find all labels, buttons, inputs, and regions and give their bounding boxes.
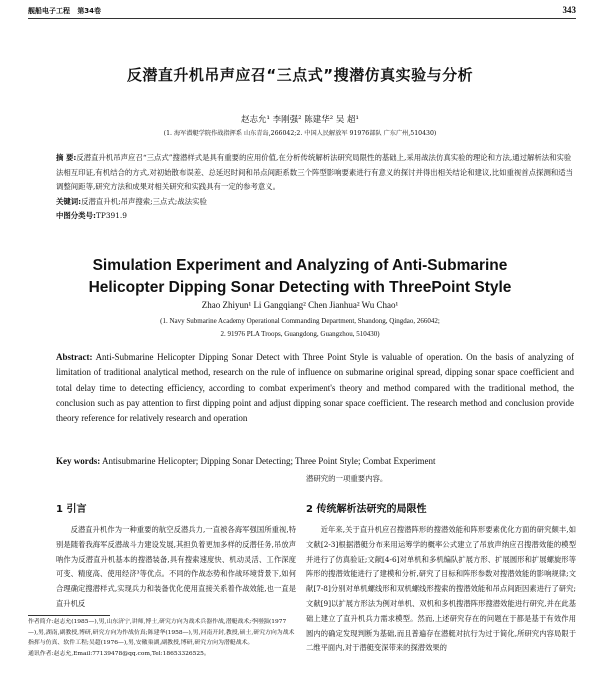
chinese-keywords-text: 反潜直升机;吊声搜索;三点式;战法实验 (81, 196, 207, 206)
chinese-title: 反潜直升机吊声应召“三点式”搜潜仿真实验与分析 (126, 66, 474, 84)
english-authors: Zhao Zhiyun¹ Li Gangqiang² Chen Jianhua² Wu Chao¹ (201, 300, 399, 310)
header-rule (28, 18, 576, 19)
section-1-heading: 1 引言 (56, 504, 87, 515)
section-2-body: 近年来,关于直升机应召搜潜阵形的搜潜效能和阵形要素优化方面的研究颇丰,如文献[2-3]根据潜艇分布来用运筹学的概率公式建立了吊放声纳应召搜潜效能的模型并进行了仿真验证;文献[4-6]对单机和多机编队扩展方形、扩展圆形和扩展螺旋形等阵形的搜潜效能进行了建模和分析,研究了目标和阵形参数对搜潜效能的影响规律;文献[7-8]分别对单机螺线形和双机螺线形搜索的搜潜效能和吊点间距因素进行了研究;文献[9]以扩展方形法为例对单机、双机和多机搜潜阵形搜潜效能进行研究,并在此基础上建立了直升机兵力需求模型。然而,上述研究存在的问题在于都是基于有效作用圆内的确定发现判断为基础,而且普遍存在潜艇对抗行为过于简化,所研究内容局限于二维平面内,对于潜艇变深带来的探潜效果的 (306, 525, 576, 653)
chinese-abstract (56, 151, 576, 195)
english-title-line2: Helicopter Dipping Sonar Detecting with ThreePoint Style (88, 279, 512, 296)
page-number: 343 (562, 5, 576, 15)
english-abstract (56, 350, 574, 426)
chinese-affiliation: (1. 海军潜艇学院作战指挥系 山东青岛,266042;2. 中国人民解放军 91976部队 广东广州,510430) (163, 130, 437, 137)
journal-name: 舰船电子工程 (28, 7, 70, 15)
section-1-body: 反潜直升机作为一种重要的航空反潜兵力,一直被各海军强国所重视,特别是随着我海军反潜战斗力建设发展,其担负着更加多样的反潜任务,吊放声呐作为反潜直升机基本的搜潜装备,具有搜索速度快、机动灵活、工作深度可变、精度高、使用经济³等优点。不同的作战态势和作战环境背景下,如何合理确定搜潜样式,实现兵力和装备优化使用直接关系着作战效能,也一直是直升机反 (56, 525, 296, 608)
chinese-clc-label: 中图分类号: (56, 211, 96, 221)
chinese-abstract-block (56, 151, 576, 224)
section-2-heading: 2 传统解析法研究的局限性 (306, 504, 427, 515)
chinese-authors: 赵志允¹ 李刚强² 陈建华² 吴 超¹ (241, 115, 359, 125)
english-keywords (56, 456, 586, 466)
chinese-clc (56, 209, 576, 224)
english-affiliation-line1: (1. Navy Submarine Academy Operational Commanding Department, Shandong, Qingdao, 266042; (160, 317, 440, 325)
english-keywords-text: Antisubmarine Helicopter; Dipping Sonar Detecting; Three Point Style; Combat Experiment (102, 456, 436, 466)
english-abstract-text: Anti-Submarine Helicopter Dipping Sonar Detect with Three Point Style is valuable of operation. On the basis of analyzing of limitation of traditional analytical method, research on the rule of influence on submarine original spread, dipping sonar space coefficient and total delay time to detecting efficiency, according to combat experiment's theory and method compared with the traditional method, the conclusion such as pay attention to first dipping point and adjust dipping sonar space coefficient. The research method and conclusion provide theory reference for relatively research and operation (56, 352, 574, 424)
footnote-rule (28, 615, 110, 616)
author-footnote (28, 617, 296, 659)
english-affiliation-line2: 2. 91976 PLA Troops, Guangdong, Guangzhou, 510430) (220, 330, 380, 338)
english-title (0, 255, 600, 299)
running-header (28, 6, 576, 16)
chinese-clc-text: TP391.9 (95, 211, 127, 221)
english-title-line1: Simulation Experiment and Analyzing of Anti-Submarine (92, 257, 508, 274)
chinese-abstract-label: 摘 要: (56, 153, 77, 162)
english-affiliation (0, 315, 600, 341)
english-abstract-label: Abstract: (56, 352, 93, 362)
contact-info: 通讯作者:赵志允,Email:77139478@qq.com,Tel:18653326525。 (28, 650, 210, 657)
journal-volume: 第34卷 (77, 7, 102, 15)
english-keywords-label: Key words: (56, 456, 101, 466)
chinese-keywords-label: 关键词: (56, 196, 82, 206)
chinese-abstract-text: 反潜直升机吊声应召“三点式”搜潜样式是具有重要的应用价值,在分析传统解析法研究局限性的基础上,采用战法仿真实验的理论和方法,通过解析法和实验法相互印证,有机结合的方式,对初始散布误差、总延迟时间和吊点间距系数三个阵型影响要素进行有意义的探讨并得出相关结论和建议,比如重视首点探测和适当调整间距等,研究方法和成果对相关研究和实践具有一定的参考意义。 (56, 153, 574, 192)
author-bio: 作者简介:赵志允(1985—),男,山东济宁,讲师,博士,研究方向为战术兵器作战,潜艇战术;李刚强(1977—),男,湖南,副教授,博研,研究方向为作战仿真;陈建华(1958—),男,河南开封,教授,硕士,研究方向为战术指挥与仿真、软件工程;吴超(1976—),男,安徽巢湖,副教授,博研,研究方向为潜艇战术。 (28, 619, 295, 646)
chinese-keywords (56, 195, 576, 210)
right-column-continuation: 潜研究的一项重要内容。 (306, 474, 388, 483)
